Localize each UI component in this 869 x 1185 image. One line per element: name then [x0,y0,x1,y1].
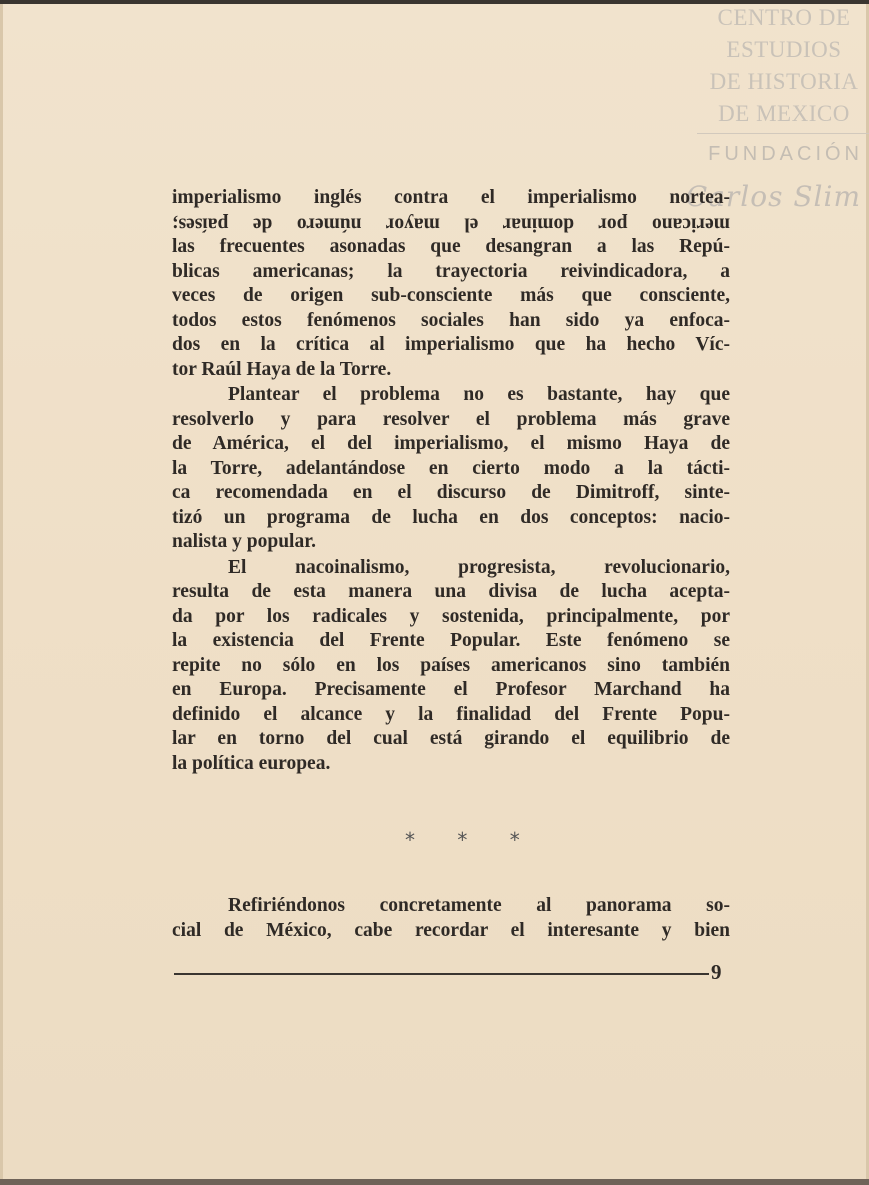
text-line: la existencia del Frente Popular. Este fenómeno se [172,630,730,651]
watermark-line: ESTUDIOS [726,37,842,62]
text-line: resolverlo y para resolver el problema más grave [172,408,730,430]
archive-watermark [699,2,869,130]
text-line: lar en torno del cual está girando el equilibrio de [172,728,730,749]
paragraph-3 [172,556,730,777]
text-line-inverted: mericano por dominar el mayor número de países; [172,213,730,234]
text-line: en Europa. Precisamente el Profesor Marchand ha [172,679,730,700]
text-line: la política europea. [172,752,331,774]
paragraph-2 [172,383,730,555]
watermark-foundation: FUNDACIÓN [708,143,863,165]
page-number: 9 [711,960,722,984]
text-line: todos estos fenómenos sociales han sido ya enfoca- [172,309,730,331]
paragraph-4 [172,893,730,943]
section-separator: * * * [405,828,538,852]
text-line: resulta de esta manera una divisa de lucha acepta- [172,581,730,602]
text-line: tizó un programa de lucha en dos conceptos: nacio- [172,506,730,528]
text-line: las frecuentes asonadas que desangran a las Repú- [172,236,730,257]
text-line: la Torre, adelantándose en cierto modo a la tácti- [172,457,730,479]
text-line: nalista y popular. [172,531,316,552]
text-line: tor Raúl Haya de la Torre. [172,358,392,380]
text-line: definido el alcance y la finalidad del Frente Popu- [172,703,730,725]
watermark-line: DE HISTORIA [709,69,859,94]
text-line: da por los radicales y sostenida, principalmente, por [172,605,730,627]
text-line: imperialismo inglés contra el imperialismo nortea- [172,187,730,208]
watermark-line: DE MEXICO [718,101,850,126]
text-line: veces de origen sub-consciente más que consciente, [172,285,730,306]
scan-bottom-edge [0,1179,869,1185]
text-line: dos en la crítica al imperialismo que ha hecho Víc- [172,334,730,355]
watermark-line: CENTRO DE [717,5,851,30]
paragraph-1 [172,186,730,382]
text-line: Refiriéndonos concretamente al panorama so- [228,895,730,916]
text-line: repite no sólo en los países americanos sino también [172,654,730,676]
watermark-signature: Carlos Slim [685,180,861,213]
text-line: ca recomendada en el discurso de Dimitroff, sinte- [172,482,730,503]
footer-rule [174,973,709,975]
text-line: cial de México, cabe recordar el interesante y bien [172,920,730,941]
text-line: El nacoinalismo, progresista, revolucionario, [228,556,730,578]
watermark-divider [697,133,869,134]
text-line: Plantear el problema no es bastante, hay que [228,384,730,405]
text-line: blicas americanas; la trayectoria reivindicadora, a [172,260,730,282]
body-text [172,186,730,776]
text-line: de América, el del imperialismo, el mismo Haya de [172,433,730,454]
